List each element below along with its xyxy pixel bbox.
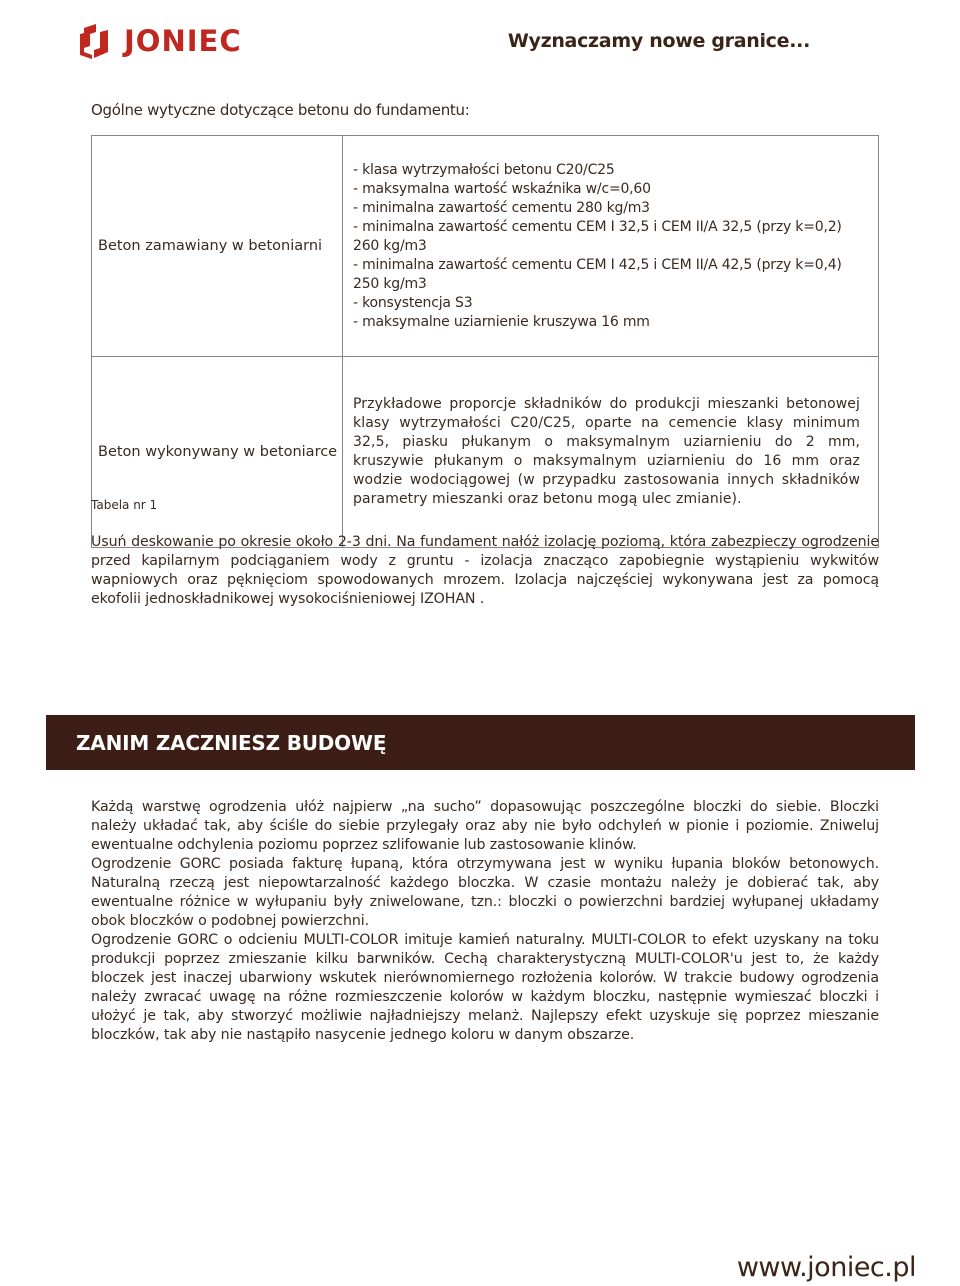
instruction-paragraph: Ogrodzenie GORC posiada fakturę łupaną, która otrzymywana jest w wyniku łupania bloków betonowych. Naturalną rzeczą jest niepowtarzalność każdego bloczka. W czasie montażu należy je dobierać tak, aby ewentualne różnice w wyłupaniu były zniwelowane, tzn.: bloczki o powierzchni bardziej wyłupanej układamy obok bloczków o podobnej powierzchni. [91, 856, 879, 929]
joniec-logo-icon [78, 22, 112, 60]
brand-logo[interactable] [78, 22, 242, 60]
spec-line: - minimalna zawartość cementu 280 kg/m3 [353, 199, 650, 216]
formwork-paragraph: Usuń deskowanie po okresie około 2-3 dni. Na fundament nałóż izolację poziomą, która zabezpieczy ogrodzenie przed kapilarnym podciąganiem wody z gruntu - izolacja znacząco zapobiegnie wystąpieniu wykwitów wapniowych oraz pęknięciom spowodowanych mrozem. Izolacja najczęściej wykonywana jest za pomocą ekofolii jednoskładnikowej wysokociśnieniowej IZOHAN . [91, 534, 879, 607]
spec-line: 250 kg/m3 [353, 275, 427, 292]
spec-list [343, 136, 879, 357]
instruction-paragraph: Ogrodzenie GORC o odcieniu MULTI-COLOR imituje kamień naturalny. MULTI-COLOR to efekt uzyskany na toku produkcji poprzez zmieszanie kilku barwników. Cechą charakterystyczną MULTI-COLOR'u jest to, że każdy bloczek jest inaczej ubarwiony wskutek nierównomiernego rozłożenia kolorów. W trakcie budowy ogrodzenia należy zwracać uwagę na różne rozmieszczenie kolorów w każdym bloczku, następnie wymieszać bloczki i ułożyć je tak, aby stworzyć możliwie najładniejszy melanż. Najlepszy efekt uzyskuje się poprzez mieszanie bloczków, tak aby nie nastąpiło nasycenie jednego koloru w danym obszarze. [91, 932, 879, 1043]
spec-line: - maksymalna wartość wskaźnika w/c=0,60 [353, 180, 651, 197]
table-caption: Tabela nr 1 [91, 498, 158, 512]
spec-line: 260 kg/m3 [353, 237, 427, 254]
section-title: Ogólne wytyczne dotyczące betonu do fundamentu: [91, 101, 470, 119]
spec-line: - konsystencja S3 [353, 294, 473, 311]
row-label: Beton zamawiany w betoniarni [92, 136, 343, 357]
table-row [92, 357, 879, 548]
instruction-paragraph: Każdą warstwę ogrodzenia ułóż najpierw „na sucho” dopasowując poszczególne bloczki do siebie. Bloczki należy układać tak, aby ściśle do siebie przylegały oraz aby nie było odchyleń w pionie i poziomie. Zniweluj ewentualne odchylenia poziomu poprzez szlifowanie lub zastosowanie klinów. [91, 799, 879, 853]
spec-line: - maksymalne uziarnienie kruszywa 16 mm [353, 313, 650, 330]
section-banner [46, 715, 915, 770]
brand-name: JONIEC [124, 23, 242, 58]
instructions-text [91, 798, 879, 1045]
spec-line: - minimalna zawartość cementu CEM I 42,5 i CEM II/A 42,5 (przy k=0,4) [353, 256, 842, 273]
spec-line: - minimalna zawartość cementu CEM I 32,5 i CEM II/A 32,5 (przy k=0,2) [353, 218, 842, 235]
row-label: Beton wykonywany w betoniarce [92, 357, 343, 548]
page-header [0, 0, 960, 80]
website-link[interactable]: www.joniec.pl [736, 1252, 916, 1283]
table-row [92, 136, 879, 357]
tagline: Wyznaczamy nowe granice... [507, 30, 810, 52]
banner-title: ZANIM ZACZNIESZ BUDOWĘ [76, 730, 387, 755]
mix-proportions-text: Przykładowe proporcje składników do produkcji mieszanki betonowej klasy wytrzymałości C20/C25, oparte na cemencie klasy minimum 32,5, piasku płukanym o maksymalnym uziarnieniu do 2 mm, kruszywie płukanym o maksymalnym uziarnieniu do 16 mm oraz wodzie wodociągowej (w przypadku zastosowania innych składników parametry mieszanki oraz betonu mogą ulec zmianie). [343, 357, 879, 548]
spec-line: - klasa wytrzymałości betonu C20/C25 [353, 161, 615, 178]
concrete-spec-table [91, 135, 879, 548]
